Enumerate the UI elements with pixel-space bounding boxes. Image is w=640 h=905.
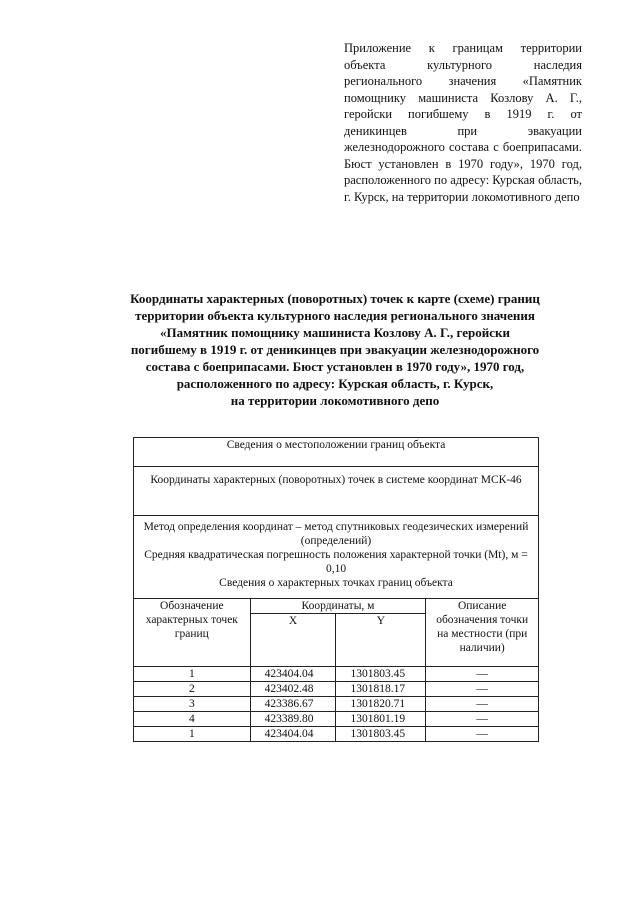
desc-cell: — (426, 712, 539, 727)
y-cell: 1301801.19 (336, 712, 426, 727)
accuracy-text: Средняя квадратическая погрешность положения характерной точки (Mt), м = 0,10 (144, 549, 528, 575)
title-line: Координаты характерных (поворотных) точек к карте (схеме) границ (130, 291, 540, 306)
y-cell: 1301803.45 (336, 667, 426, 682)
coordinates-table (133, 437, 539, 742)
title-line: состава с боеприпасами. Бюст установлен в 1970 году», 1970 год, (145, 359, 525, 374)
table-row (134, 682, 539, 697)
y-cell: 1301803.45 (336, 727, 426, 742)
points-info-text: Сведения о характерных точках границ объекта (219, 577, 453, 589)
point-cell: 1 (134, 667, 251, 682)
title-line: расположенного по адресу: Курская область, г. Курск, (176, 376, 494, 391)
table-row (134, 667, 539, 682)
desc-cell: — (426, 667, 539, 682)
header-x: X (250, 614, 336, 667)
x-cell: 423402.48 (250, 682, 336, 697)
title-line: на территории локомотивного депо (230, 393, 440, 408)
x-cell: 423404.04 (250, 667, 336, 682)
point-cell: 1 (134, 727, 251, 742)
section-location: Сведения о местоположении границ объекта (134, 438, 539, 467)
header-designation: Обозначение характерных точек границ (134, 599, 251, 667)
title-line: территории объекта культурного наследия регионального значения (135, 308, 535, 323)
header-description: Описание обозначения точки на местности (при наличии) (426, 599, 539, 667)
header-coordinates: Координаты, м (250, 599, 426, 614)
y-cell: 1301820.71 (336, 697, 426, 712)
x-cell: 423404.04 (250, 727, 336, 742)
y-cell: 1301818.17 (336, 682, 426, 697)
title-line: погибшему в 1919 г. от деникинцев при эвакуации железнодорожного (130, 342, 540, 357)
x-cell: 423386.67 (250, 697, 336, 712)
desc-cell: — (426, 682, 539, 697)
table-row (134, 727, 539, 742)
document-title (80, 290, 590, 409)
section-method (134, 516, 539, 599)
point-cell: 4 (134, 712, 251, 727)
header-y: Y (336, 614, 426, 667)
desc-cell: — (426, 697, 539, 712)
section-coordinate-system: Координаты характерных (поворотных) точек в системе координат МСК-46 (134, 467, 539, 516)
table-row (134, 712, 539, 727)
method-text: Метод определения координат – метод спутниковых геодезических измерений (определений) (143, 521, 529, 547)
table-row (134, 697, 539, 712)
point-cell: 2 (134, 682, 251, 697)
x-cell: 423389.80 (250, 712, 336, 727)
point-cell: 3 (134, 697, 251, 712)
desc-cell: — (426, 727, 539, 742)
appendix-note: Приложение к границам территории объекта культурного наследия регионального значения «Памятник помощнику машиниста Козлову А. Г., геройски погибшему в 1919 г. от деникинцев при эвакуации железнодорожного состава с боеприпасами. Бюст установлен в 1970 году», 1970 год, расположенного по адресу: Курская область, г. Курск, на территории локомотивного депо (344, 41, 582, 204)
title-line: «Памятник помощнику машиниста Козлову А. Г., геройски (159, 325, 511, 340)
